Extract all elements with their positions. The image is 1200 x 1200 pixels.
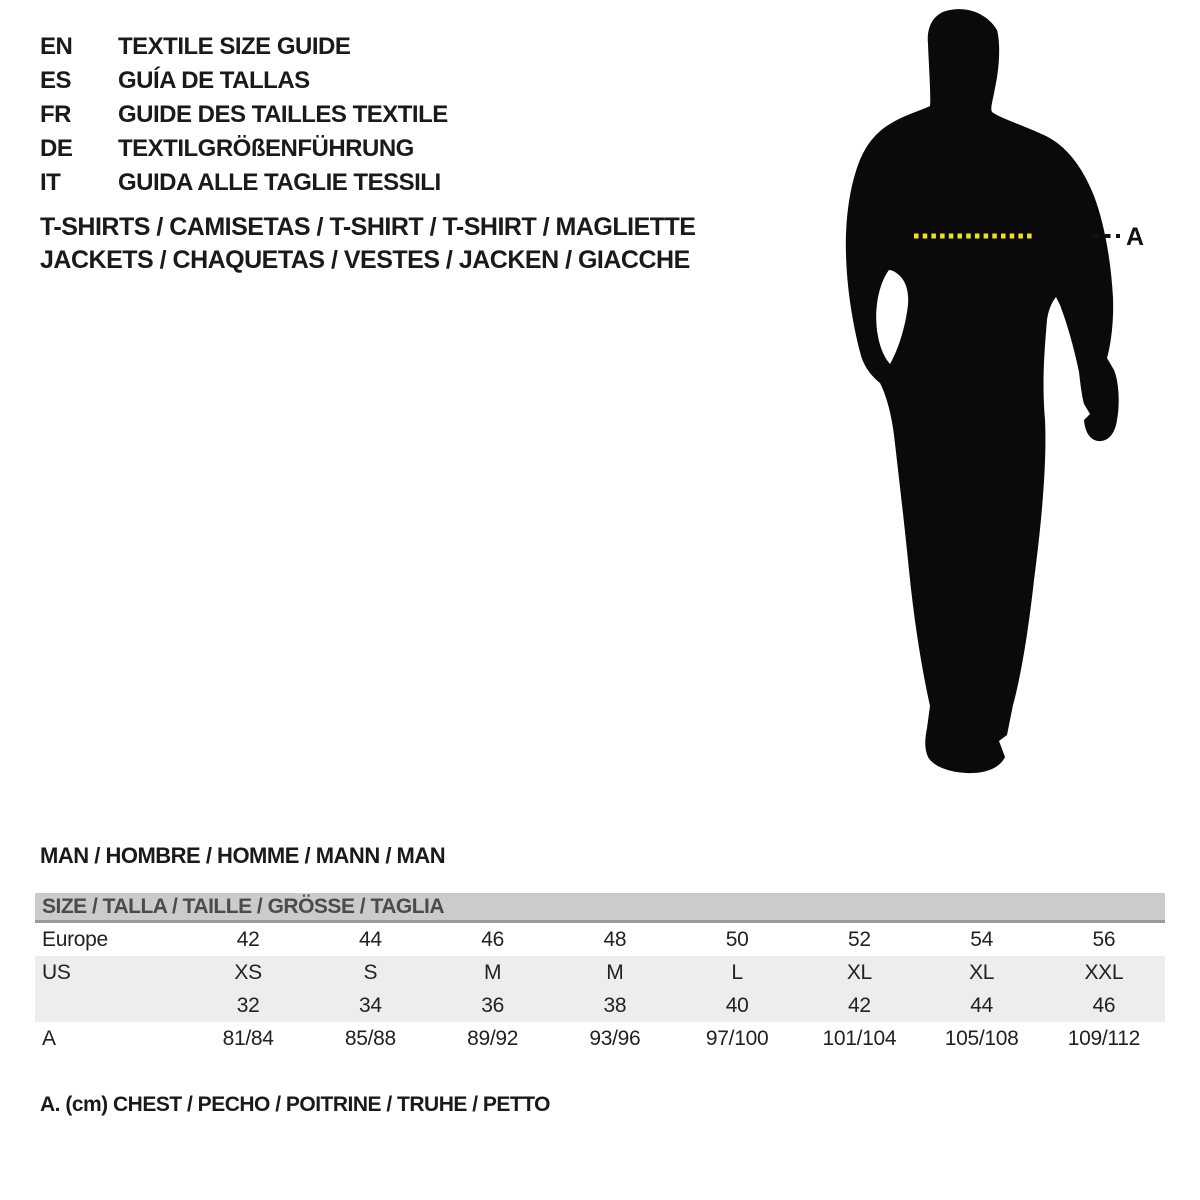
- cell: 56: [1092, 927, 1116, 951]
- lang-title: GUÍA DE TALLAS: [118, 67, 310, 94]
- lang-code: EN: [40, 33, 73, 60]
- cell: 81/84: [222, 1026, 274, 1050]
- cell: XL: [798, 956, 920, 989]
- row-label: [35, 989, 187, 1022]
- cell: 105/108: [944, 1026, 1019, 1050]
- cell: 36: [432, 989, 554, 1022]
- cell: 46: [1043, 989, 1165, 1022]
- cell: 109/112: [1067, 1026, 1140, 1050]
- table-row-europe: [35, 923, 1165, 956]
- size-table-grid: [35, 923, 1165, 1055]
- cell: 40: [676, 989, 798, 1022]
- man-silhouette-shape: [846, 9, 1119, 773]
- cell: M: [432, 956, 554, 989]
- row-label: Europe: [42, 927, 108, 951]
- cell: 52: [847, 927, 871, 951]
- category-block: [40, 211, 695, 277]
- language-title-list: [40, 30, 448, 200]
- cell: 101/104: [822, 1026, 897, 1050]
- cell: 85/88: [344, 1026, 396, 1050]
- cell: 46: [481, 927, 504, 951]
- table-row-chest: [35, 1022, 1165, 1055]
- cell: 44: [921, 989, 1043, 1022]
- cell: 54: [970, 927, 993, 951]
- cell: 44: [358, 927, 382, 951]
- size-table: [35, 893, 1165, 1055]
- cell: 34: [309, 989, 431, 1022]
- lang-code: ES: [40, 67, 72, 94]
- lang-title: TEXTILGRÖßENFÜHRUNG: [118, 135, 414, 162]
- man-silhouette-svg: [820, 0, 1200, 800]
- cell: 97/100: [705, 1026, 769, 1050]
- cell: 32: [187, 989, 309, 1022]
- table-row-us-numeric: [35, 989, 1165, 1022]
- cell: S: [309, 956, 431, 989]
- lang-title: GUIDE DES TAILLES TEXTILE: [118, 101, 448, 128]
- cell: 93/96: [589, 1026, 641, 1050]
- lang-row-it: [40, 166, 448, 200]
- cell: XL: [921, 956, 1043, 989]
- measure-a-footnote: A. (cm) CHEST / PECHO / POITRINE / TRUHE / PETTO: [40, 1093, 551, 1116]
- cell: 50: [725, 927, 749, 951]
- row-label: A: [42, 1026, 56, 1050]
- cell: 42: [798, 989, 920, 1022]
- lang-code: DE: [40, 135, 73, 162]
- cell: 48: [603, 927, 627, 951]
- lang-title: TEXTILE SIZE GUIDE: [118, 33, 351, 60]
- section-title-man: MAN / HOMBRE / HOMME / MANN / MAN: [40, 843, 446, 868]
- cell: XXL: [1043, 956, 1165, 989]
- row-label: US: [35, 956, 187, 989]
- cell: 42: [236, 927, 260, 951]
- cell: L: [676, 956, 798, 989]
- size-table-header: SIZE / TALLA / TAILLE / GRÖSSE / TAGLIA: [35, 893, 1165, 923]
- lang-row-es: [40, 64, 448, 98]
- lang-code: FR: [40, 101, 71, 128]
- category-line-jackets: JACKETS / CHAQUETAS / VESTES / JACKEN / GIACCHE: [40, 246, 690, 274]
- lang-row-fr: [40, 98, 448, 132]
- cell: M: [554, 956, 676, 989]
- cell: XS: [187, 956, 309, 989]
- cell: 89/92: [467, 1026, 519, 1050]
- lang-row-de: [40, 132, 448, 166]
- lang-code: IT: [40, 169, 61, 196]
- man-silhouette-figure: [820, 0, 1200, 800]
- lang-row-en: [40, 30, 448, 64]
- cell: 38: [554, 989, 676, 1022]
- lang-title: GUIDA ALLE TAGLIE TESSILI: [118, 169, 441, 196]
- table-row-us: [35, 956, 1165, 989]
- category-line-tshirts: T-SHIRTS / CAMISETAS / T-SHIRT / T-SHIRT / MAGLIETTE: [40, 213, 696, 241]
- measure-a-label: A: [1126, 223, 1145, 251]
